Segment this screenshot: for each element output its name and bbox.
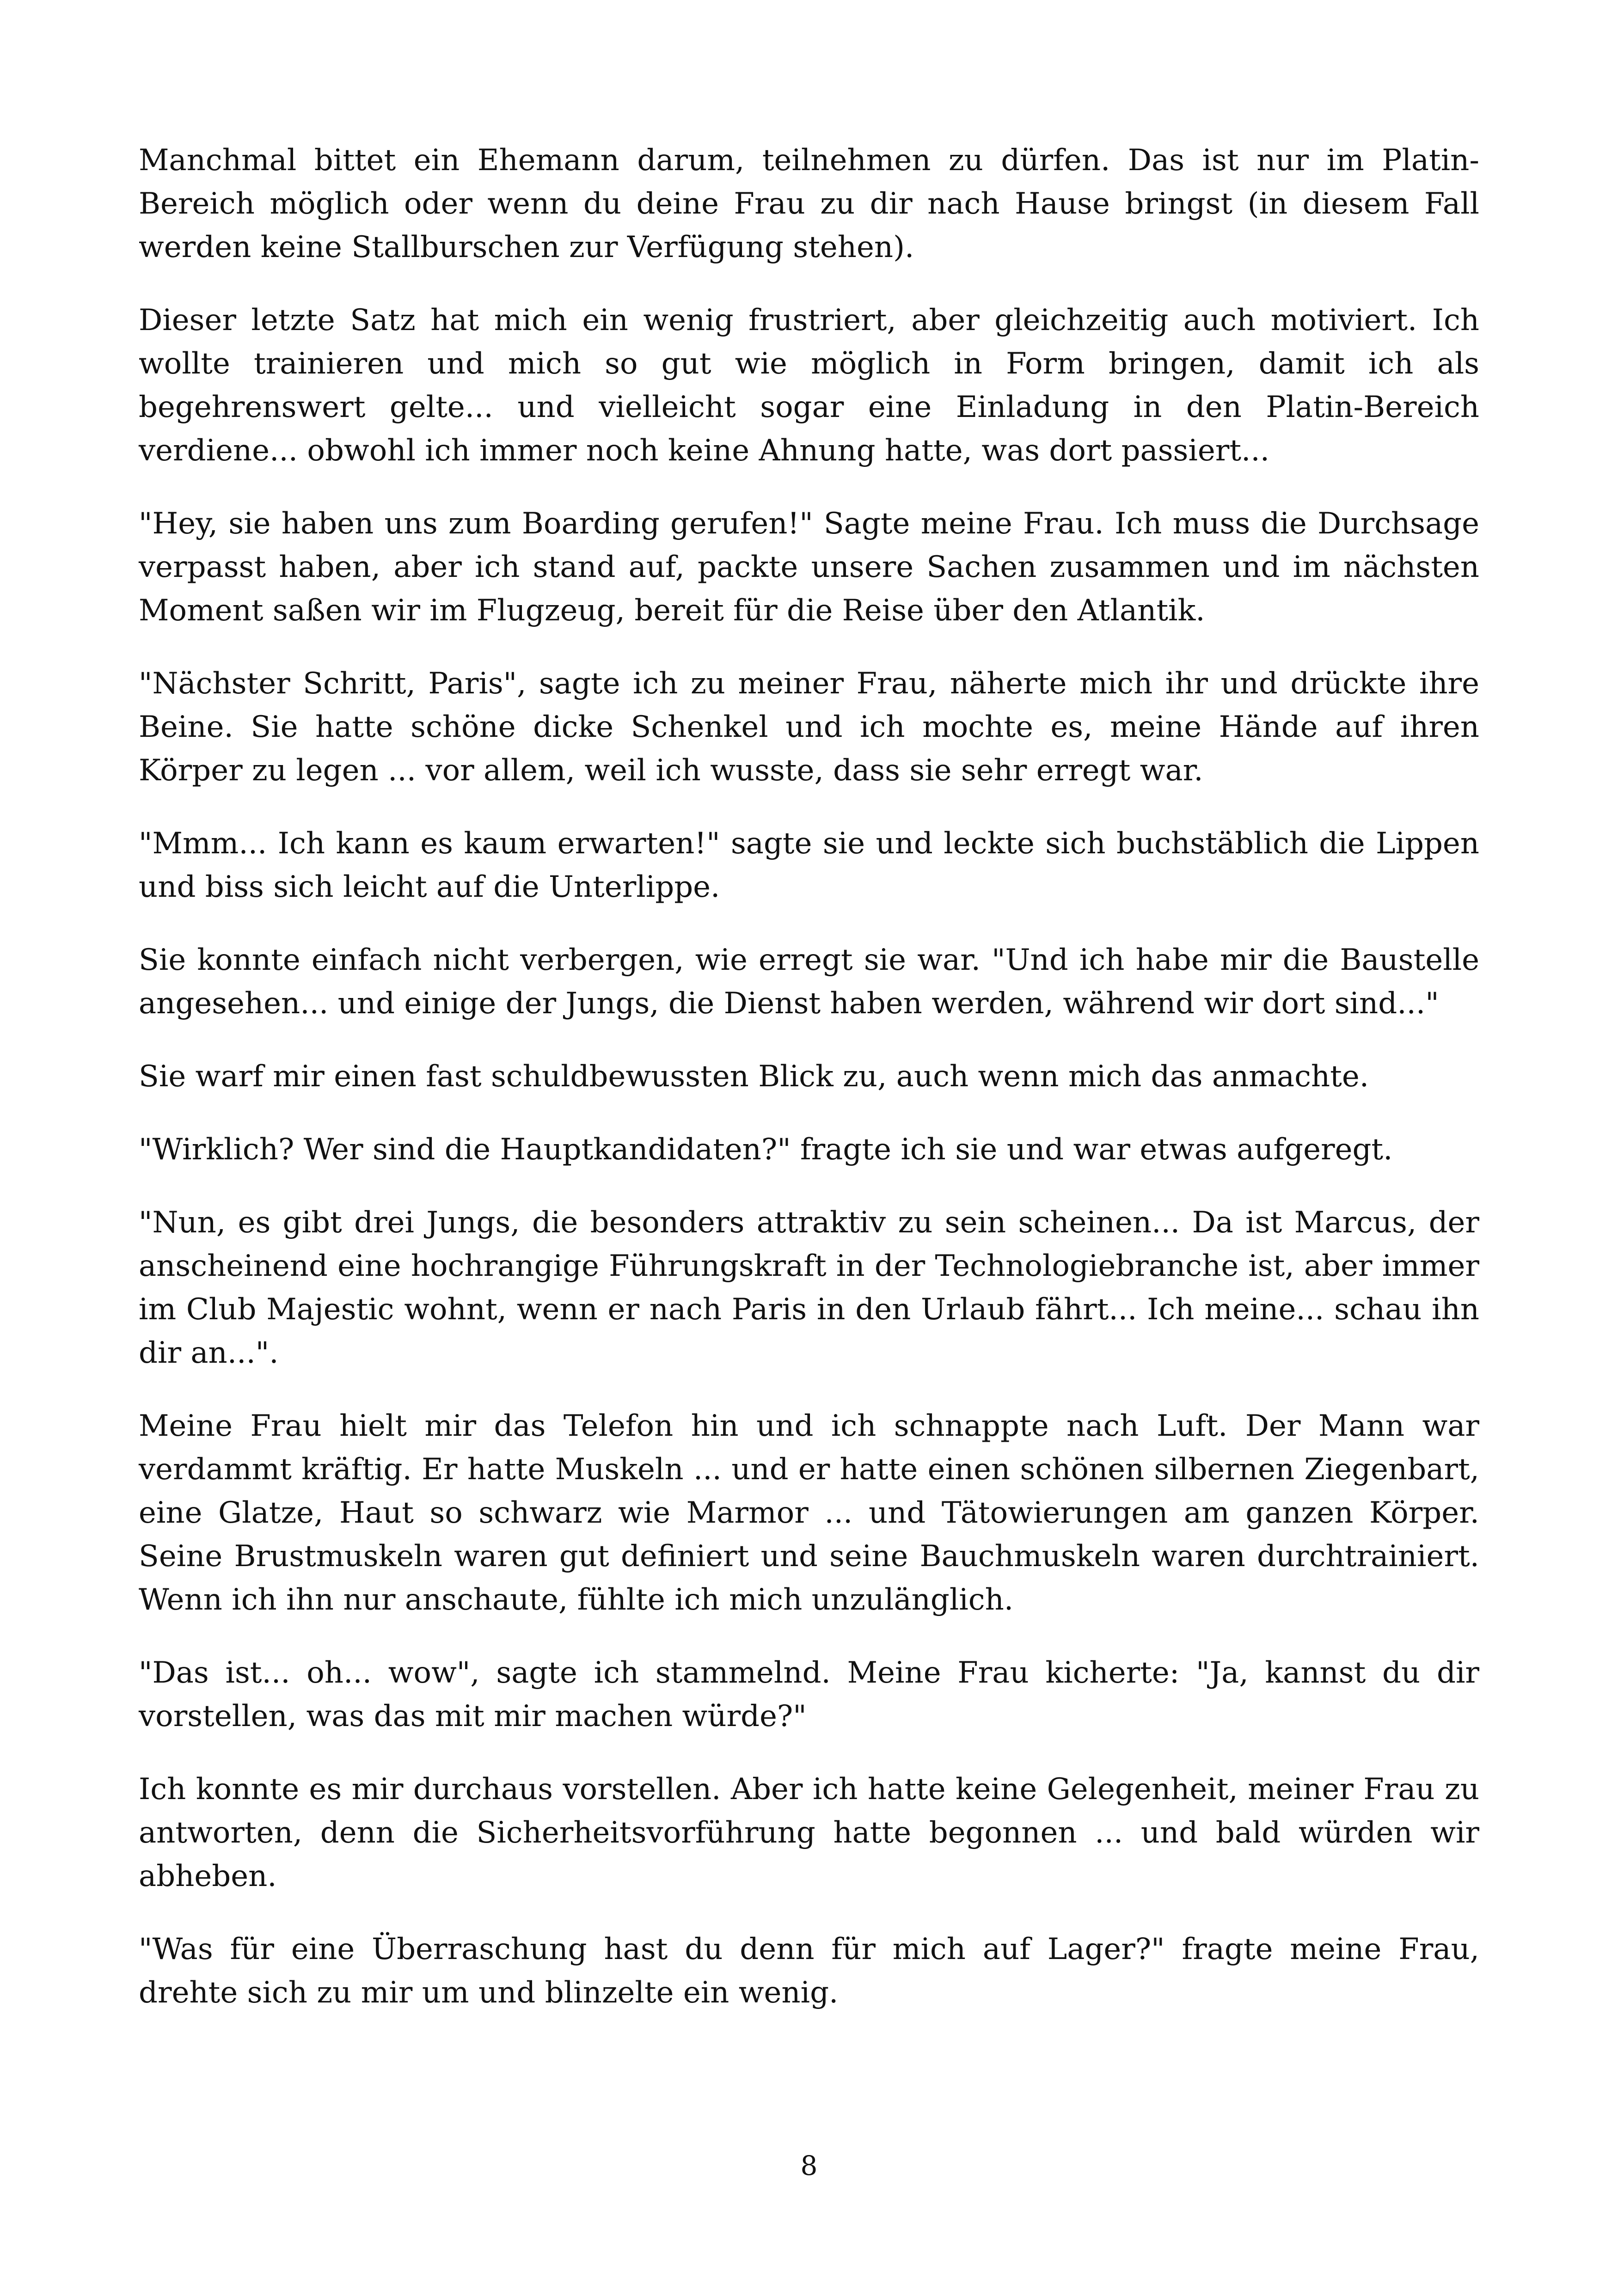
paragraph-1: Manchmal bittet ein Ehemann darum, teilnehmen zu dürfen. Das ist nur im Platin-Bereich möglich oder wenn du deine Frau zu dir nach Hause bringst (in diesem Fall werden keine Stallburschen zur Verfügung stehen). bbox=[139, 143, 1479, 264]
paragraph-8: "Wirklich? Wer sind die Hauptkandidaten?" fragte ich sie und war etwas aufgeregt. bbox=[139, 1133, 1393, 1167]
paragraph-12: Ich konnte es mir durchaus vorstellen. Aber ich hatte keine Gelegenheit, meiner Frau zu antworten, denn die Sicherheitsvorführung hatte begonnen ... und bald würden wir abheben. bbox=[139, 1772, 1479, 1893]
page-number: 8 bbox=[800, 2150, 818, 2181]
paragraph-6: Sie konnte einfach nicht verbergen, wie erregt sie war. "Und ich habe mir die Baustelle angesehen... und einige der Jungs, die Dienst haben werden, während wir dort sind..." bbox=[139, 943, 1479, 1021]
paragraph-7: Sie warf mir einen fast schuldbewussten Blick zu, auch wenn mich das anmachte. bbox=[139, 1059, 1369, 1094]
paragraph-4: "Nächster Schritt, Paris", sagte ich zu meiner Frau, näherte mich ihr und drückte ihre Beine. Sie hatte schöne dicke Schenkel und ich mochte es, meine Hände auf ihren Körper zu legen ... vor allem, weil ich wusste, dass sie sehr erregt war. bbox=[139, 667, 1479, 788]
paragraph-9: "Nun, es gibt drei Jungs, die besonders attraktiv zu sein scheinen... Da ist Marcus, der anscheinend eine hochrangige Führungskraft in der Technologiebranche ist, aber immer im Club Majestic wohnt, wenn er nach Paris in den Urlaub fährt... Ich meine... schau ihn dir an...". bbox=[139, 1206, 1479, 1370]
paragraph-5: "Mmm... Ich kann es kaum erwarten!" sagte sie und leckte sich buchstäblich die Lippen und biss sich leicht auf die Unterlippe. bbox=[139, 827, 1479, 904]
paragraph-10: Meine Frau hielt mir das Telefon hin und ich schnappte nach Luft. Der Mann war verdammt kräftig. Er hatte Muskeln ... und er hatte einen schönen silbernen Ziegenbart, eine Glatze, Haut so schwarz wie Marmor ... und Tätowierungen am ganzen Körper. Seine Brustmuskeln waren gut definiert und seine Bauchmuskeln waren durchtrainiert. Wenn ich ihn nur anschaute, fühlte ich mich unzulänglich. bbox=[139, 1409, 1479, 1617]
paragraph-3: "Hey, sie haben uns zum Boarding gerufen!" Sagte meine Frau. Ich muss die Durchsage verpasst haben, aber ich stand auf, packte unsere Sachen zusammen und im nächsten Moment saßen wir im Flugzeug, bereit für die Reise über den Atlantik. bbox=[139, 507, 1479, 628]
paragraph-2: Dieser letzte Satz hat mich ein wenig frustriert, aber gleichzeitig auch motiviert. Ich wollte trainieren und mich so gut wie möglich in Form bringen, damit ich als begehrenswert gelte... und vielleicht sogar eine Einladung in den Platin-Bereich verdiene... obwohl ich immer noch keine Ahnung hatte, was dort passiert... bbox=[139, 303, 1479, 468]
paragraph-13: "Was für eine Überraschung hast du denn für mich auf Lager?" fragte meine Frau, drehte sich zu mir um und blinzelte ein wenig. bbox=[139, 1932, 1479, 2010]
paragraph-11: "Das ist... oh... wow", sagte ich stammelnd. Meine Frau kicherte: "Ja, kannst du dir vorstellen, was das mit mir machen würde?" bbox=[139, 1656, 1479, 1733]
page-body bbox=[139, 139, 1479, 2044]
